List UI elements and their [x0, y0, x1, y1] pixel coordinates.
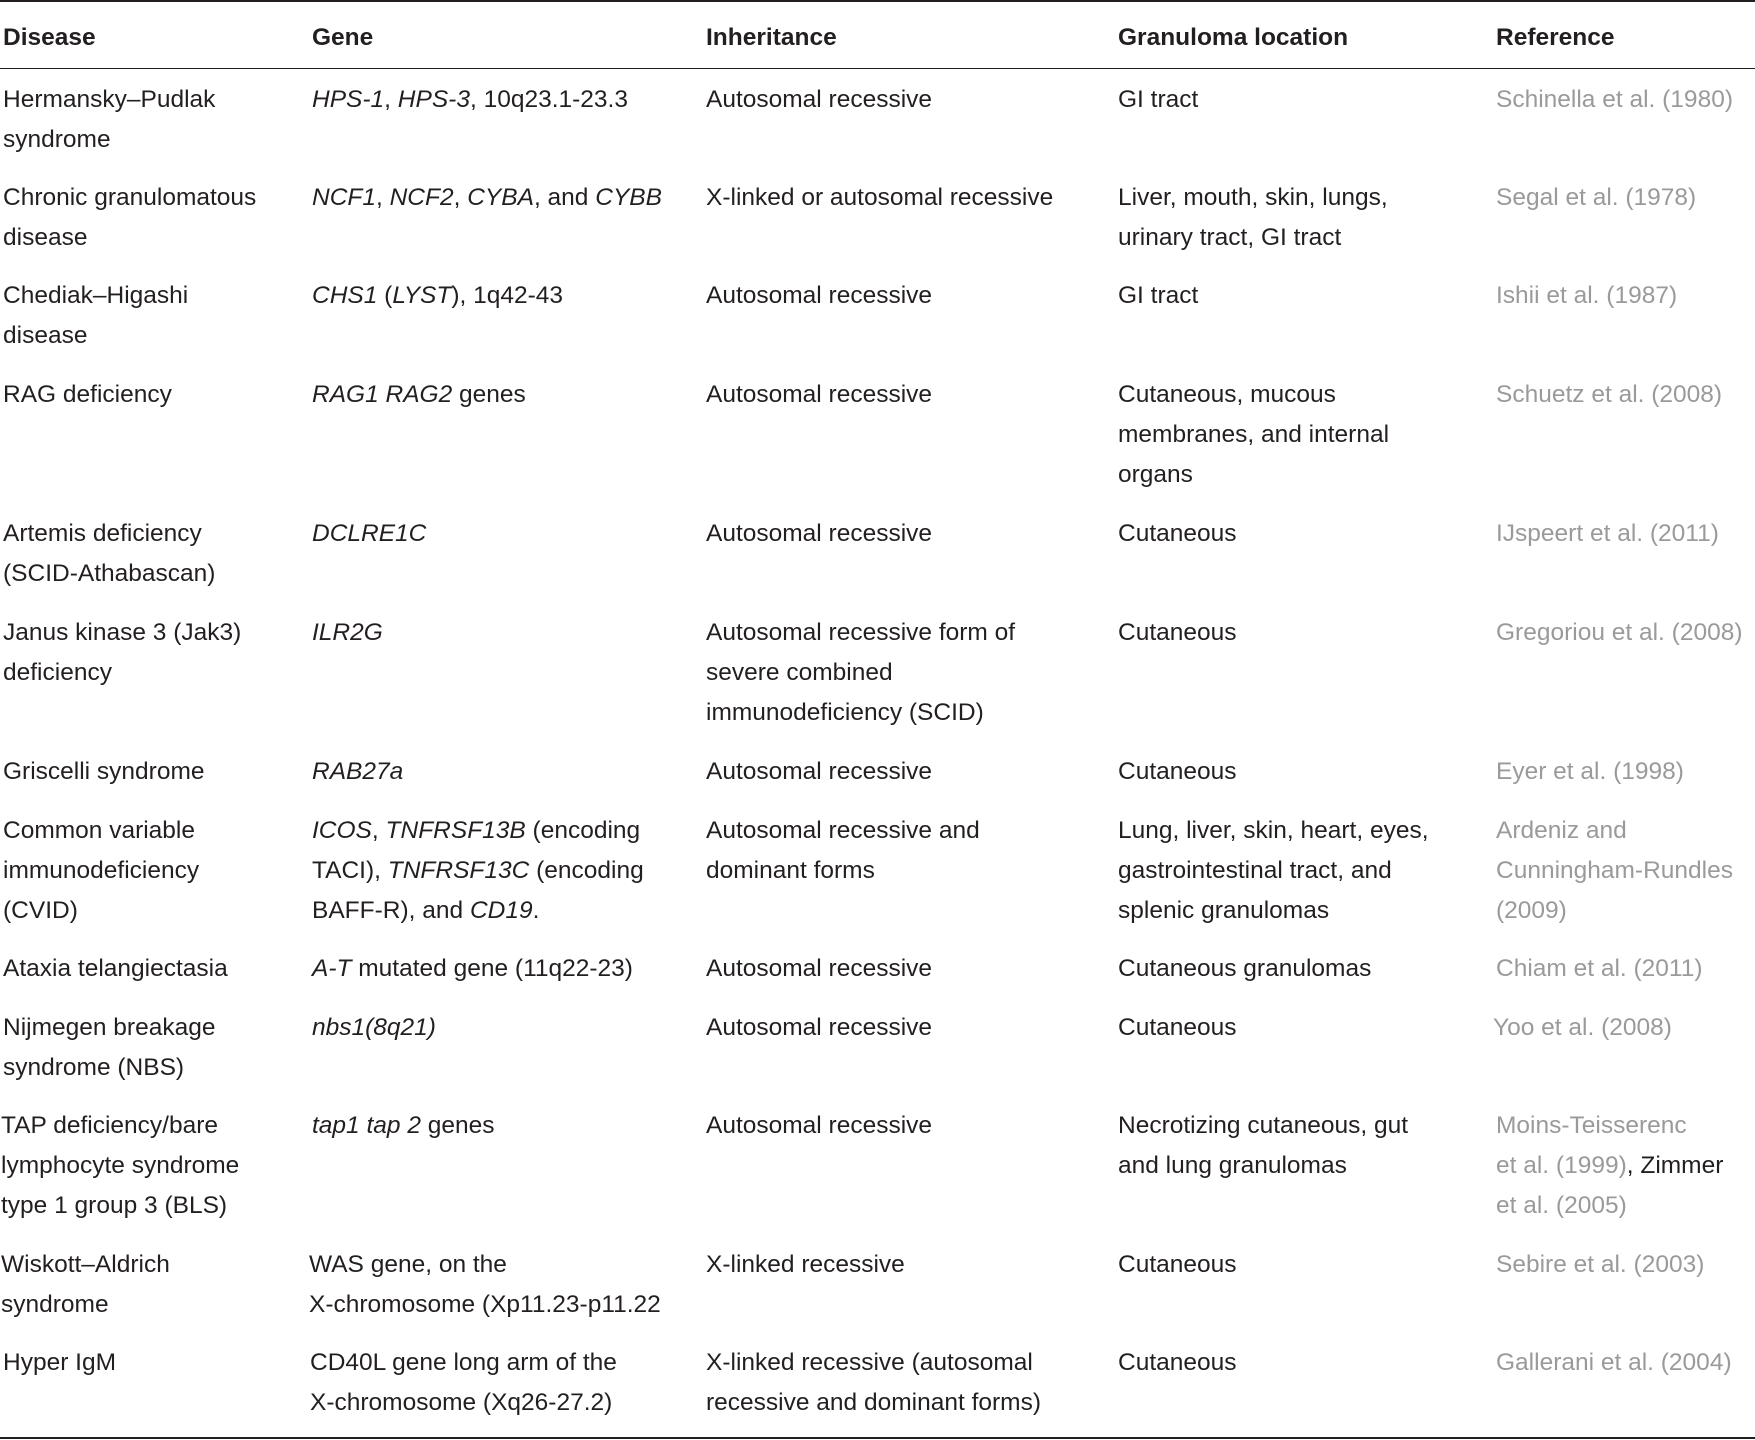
gene-text: ,	[453, 184, 468, 211]
reference-link[interactable]: IJspeert et al. (2011)	[1496, 520, 1719, 547]
location-cell	[1118, 949, 1493, 989]
table-top-rule	[0, 0, 1755, 2]
header-granuloma-location: Granuloma location	[1118, 24, 1349, 51]
location-line: organs	[1118, 461, 1193, 488]
location-line: Cutaneous	[1118, 1014, 1237, 1041]
inheritance-line: X-linked or autosomal recessive	[706, 184, 1054, 211]
reference-link[interactable]: Ishii et al. (1987)	[1496, 282, 1678, 309]
reference-link[interactable]: Schuetz et al. (2008)	[1496, 381, 1723, 408]
gene-symbol: CHS1	[312, 282, 378, 309]
location-line: and lung granulomas	[1118, 1152, 1347, 1179]
gene-symbol: NCF1	[312, 184, 376, 211]
location-cell	[1118, 752, 1493, 792]
gene-line	[312, 811, 707, 851]
gene-line: WAS gene, on the	[309, 1251, 507, 1278]
inheritance-line: recessive and dominant forms)	[706, 1389, 1041, 1416]
reference-link[interactable]: , Zimmer	[1626, 1152, 1724, 1179]
disease-line: syndrome	[1, 1291, 109, 1318]
gene-cell	[312, 811, 707, 931]
gene-symbol: HPS-1	[312, 86, 385, 113]
gene-text: (	[377, 282, 393, 309]
location-cell	[1118, 811, 1493, 931]
disease-line: disease	[3, 322, 88, 349]
gene-cell	[312, 613, 707, 653]
disease-line: syndrome (NBS)	[3, 1054, 185, 1081]
gene-cell	[312, 80, 707, 120]
disease-line: Chediak–Higashi	[3, 282, 189, 309]
gene-cell	[310, 1343, 705, 1423]
inheritance-line: Autosomal recessive	[706, 86, 933, 113]
inheritance-line: Autosomal recessive	[706, 282, 933, 309]
gene-text: ,	[384, 86, 398, 113]
location-cell	[1118, 1245, 1493, 1285]
location-line: Liver, mouth, skin, lungs,	[1118, 184, 1388, 211]
reference-link[interactable]: et al. (2005)	[1496, 1192, 1627, 1219]
disease-line: deficiency	[3, 659, 112, 686]
gene-line: X-chromosome (Xq26-27.2)	[310, 1389, 613, 1416]
header-inheritance: Inheritance	[706, 24, 837, 51]
disease-line: Common variable	[3, 817, 195, 844]
disease-line: type 1 group 3 (BLS)	[1, 1192, 228, 1219]
location-cell	[1118, 514, 1493, 554]
inheritance-cell	[706, 276, 1116, 316]
gene-text: BAFF-R), and	[312, 897, 470, 924]
reference-link[interactable]: Yoo et al. (2008)	[1493, 1014, 1672, 1041]
gene-text: genes	[420, 1112, 495, 1139]
inheritance-line: X-linked recessive	[706, 1251, 905, 1278]
inheritance-cell	[706, 1245, 1116, 1285]
disease-line: (CVID)	[3, 897, 78, 924]
gene-symbol: ICOS	[312, 817, 372, 844]
gene-text: .	[532, 897, 540, 924]
reference-cell[interactable]	[1496, 811, 1755, 931]
reference-cell[interactable]	[1496, 949, 1755, 989]
gene-symbol: CD19	[469, 897, 533, 924]
location-cell	[1118, 1343, 1493, 1383]
inheritance-line: Autosomal recessive and	[706, 817, 980, 844]
gene-text: ), 1q42-43	[451, 282, 564, 309]
inheritance-cell	[706, 811, 1116, 891]
disease-line: Hyper IgM	[3, 1349, 117, 1376]
disease-cell	[3, 80, 303, 160]
disease-line: Chronic granulomatous	[3, 184, 257, 211]
location-cell	[1118, 80, 1493, 120]
disease-cell	[3, 178, 303, 258]
reference-cell[interactable]	[1496, 514, 1755, 554]
reference-cell[interactable]	[1496, 1106, 1755, 1226]
inheritance-line: Autosomal recessive	[706, 381, 933, 408]
disease-line: immunodeficiency	[3, 857, 200, 884]
location-line: Cutaneous	[1118, 758, 1237, 785]
reference-cell[interactable]	[1496, 375, 1755, 415]
disease-cell	[1, 1106, 301, 1226]
location-line: membranes, and internal	[1118, 421, 1390, 448]
location-line: Cutaneous	[1118, 619, 1237, 646]
inheritance-cell	[706, 80, 1116, 120]
header-disease: Disease	[3, 24, 96, 51]
reference-link[interactable]: (2009)	[1496, 897, 1567, 924]
reference-cell[interactable]	[1493, 1008, 1752, 1048]
disease-cell	[1, 1245, 301, 1325]
gene-text: , 10q23.1-23.3	[469, 86, 628, 113]
gene-text: (encoding	[529, 857, 644, 884]
location-line: GI tract	[1118, 282, 1199, 309]
disease-line: Hermansky–Pudlak	[3, 86, 216, 113]
disease-cell	[3, 811, 303, 931]
gene-symbol: DCLRE1C	[312, 520, 427, 547]
gene-symbol: LYST	[392, 282, 452, 309]
gene-symbol: RAB27a	[312, 758, 404, 785]
gene-symbol: A-T	[312, 955, 352, 982]
location-line: Cutaneous, mucous	[1118, 381, 1336, 408]
reference-link[interactable]: Gregoriou et al. (2008)	[1496, 619, 1743, 646]
gene-cell	[312, 949, 707, 989]
disease-cell	[3, 1008, 303, 1088]
disease-cell	[3, 949, 303, 989]
inheritance-line: Autosomal recessive form of	[706, 619, 1016, 646]
reference-cell[interactable]	[1496, 752, 1755, 792]
disease-cell	[3, 1343, 303, 1383]
inheritance-line: severe combined	[706, 659, 893, 686]
disease-line: Artemis deficiency	[3, 520, 202, 547]
gene-symbol: TNFRSF13B	[385, 817, 526, 844]
gene-line	[312, 891, 707, 931]
gene-text: (encoding	[525, 817, 641, 844]
inheritance-cell	[706, 1106, 1116, 1146]
location-cell	[1118, 613, 1493, 653]
gene-line	[312, 851, 707, 891]
gene-line: CD40L gene long arm of the	[310, 1349, 617, 1376]
gene-text: TACI),	[312, 857, 388, 884]
location-cell	[1118, 276, 1493, 316]
gene-symbol: CYBB	[595, 184, 662, 211]
disease-line: TAP deficiency/bare	[1, 1112, 218, 1139]
disease-line: disease	[3, 224, 88, 251]
disease-cell	[3, 613, 303, 693]
gene-cell	[312, 1106, 707, 1146]
reference-link[interactable]: et al. (1999)	[1496, 1152, 1627, 1179]
inheritance-line: Autosomal recessive	[706, 1014, 933, 1041]
disease-line: syndrome	[3, 126, 111, 153]
inheritance-cell	[706, 752, 1116, 792]
location-line: splenic granulomas	[1118, 897, 1330, 924]
reference-link[interactable]: Gallerani et al. (2004)	[1496, 1349, 1732, 1376]
inheritance-cell	[706, 949, 1116, 989]
reference-cell[interactable]	[1496, 178, 1755, 218]
gene-symbol: ILR2G	[312, 619, 383, 646]
gene-text: mutated gene (11q22-23)	[351, 955, 633, 982]
location-line: gastrointestinal tract, and	[1118, 857, 1392, 884]
location-line: Cutaneous	[1118, 1349, 1237, 1376]
gene-text: ,	[371, 817, 386, 844]
disease-line: Nijmegen breakage	[3, 1014, 216, 1041]
disease-line: Ataxia telangiectasia	[3, 955, 228, 982]
inheritance-cell	[706, 514, 1116, 554]
location-cell	[1118, 1008, 1493, 1048]
reference-link[interactable]: Ardeniz and	[1496, 817, 1627, 844]
gene-text: , and	[533, 184, 596, 211]
reference-link[interactable]: Sebire et al. (2003)	[1496, 1251, 1705, 1278]
location-line: GI tract	[1118, 86, 1199, 113]
location-line: Cutaneous	[1118, 520, 1237, 547]
location-line: Lung, liver, skin, heart, eyes,	[1118, 817, 1429, 844]
inheritance-cell	[706, 178, 1116, 218]
location-cell	[1118, 1106, 1493, 1186]
gene-text: ,	[375, 184, 390, 211]
location-cell	[1118, 375, 1493, 495]
disease-cell	[3, 276, 303, 356]
gene-cell	[312, 375, 707, 415]
reference-link[interactable]: Eyer et al. (1998)	[1496, 758, 1684, 785]
disease-line: Janus kinase 3 (Jak3)	[3, 619, 242, 646]
gene-cell	[312, 178, 707, 218]
inheritance-line: Autosomal recessive	[706, 955, 933, 982]
gene-cell	[312, 276, 707, 316]
gene-line: X-chromosome (Xp11.23-p11.22	[309, 1291, 661, 1318]
reference-link[interactable]: Segal et al. (1978)	[1496, 184, 1697, 211]
location-line: Cutaneous granulomas	[1118, 955, 1372, 982]
location-line: Cutaneous	[1118, 1251, 1237, 1278]
location-cell	[1118, 178, 1493, 258]
gene-cell	[312, 1008, 707, 1048]
gene-symbol: CYBA	[467, 184, 534, 211]
reference-cell[interactable]	[1496, 80, 1755, 120]
disease-line: (SCID-Athabascan)	[3, 560, 216, 587]
reference-link[interactable]: Chiam et al. (2011)	[1496, 955, 1703, 982]
gene-symbol: nbs1(8q21)	[312, 1014, 436, 1041]
gene-symbol: HPS-3	[397, 86, 470, 113]
inheritance-line: immunodeficiency (SCID)	[706, 699, 984, 726]
disease-line: RAG deficiency	[3, 381, 172, 408]
reference-link[interactable]: Cunningham-Rundles	[1496, 857, 1733, 884]
gene-symbol: NCF2	[389, 184, 454, 211]
inheritance-line: Autosomal recessive	[706, 1112, 933, 1139]
inheritance-line: dominant forms	[706, 857, 875, 884]
reference-line	[1496, 1146, 1755, 1186]
inheritance-cell	[706, 375, 1116, 415]
location-line: Necrotizing cutaneous, gut	[1118, 1112, 1409, 1139]
header-gene: Gene	[312, 24, 374, 51]
disease-line: lymphocyte syndrome	[1, 1152, 240, 1179]
table-bottom-rule	[0, 1437, 1755, 1439]
reference-cell[interactable]	[1496, 1245, 1755, 1285]
reference-cell[interactable]	[1496, 613, 1755, 653]
inheritance-cell	[706, 1008, 1116, 1048]
gene-cell	[312, 514, 707, 554]
reference-cell[interactable]	[1496, 1343, 1755, 1383]
gene-symbol: tap1 tap 2	[312, 1112, 421, 1139]
gene-symbol: RAG1 RAG2	[312, 381, 453, 408]
table-header-rule	[0, 68, 1755, 69]
disease-cell	[3, 752, 303, 792]
disease-line: Wiskott–Aldrich	[1, 1251, 170, 1278]
inheritance-cell	[706, 1343, 1116, 1423]
reference-cell[interactable]	[1496, 276, 1755, 316]
inheritance-line: Autosomal recessive	[706, 758, 933, 785]
disease-cell	[3, 375, 303, 415]
header-reference: Reference	[1496, 24, 1615, 51]
reference-link[interactable]: Schinella et al. (1980)	[1496, 86, 1733, 113]
location-line: urinary tract, GI tract	[1118, 224, 1342, 251]
inheritance-cell	[706, 613, 1116, 733]
gene-symbol: TNFRSF13C	[387, 857, 530, 884]
reference-link[interactable]: Moins-Teisserenc	[1496, 1112, 1687, 1139]
disease-line: Griscelli syndrome	[3, 758, 205, 785]
inheritance-line: X-linked recessive (autosomal	[706, 1349, 1033, 1376]
gene-text: genes	[452, 381, 526, 408]
disease-cell	[3, 514, 303, 594]
gene-cell	[312, 752, 707, 792]
gene-cell	[309, 1245, 704, 1325]
inheritance-line: Autosomal recessive	[706, 520, 933, 547]
